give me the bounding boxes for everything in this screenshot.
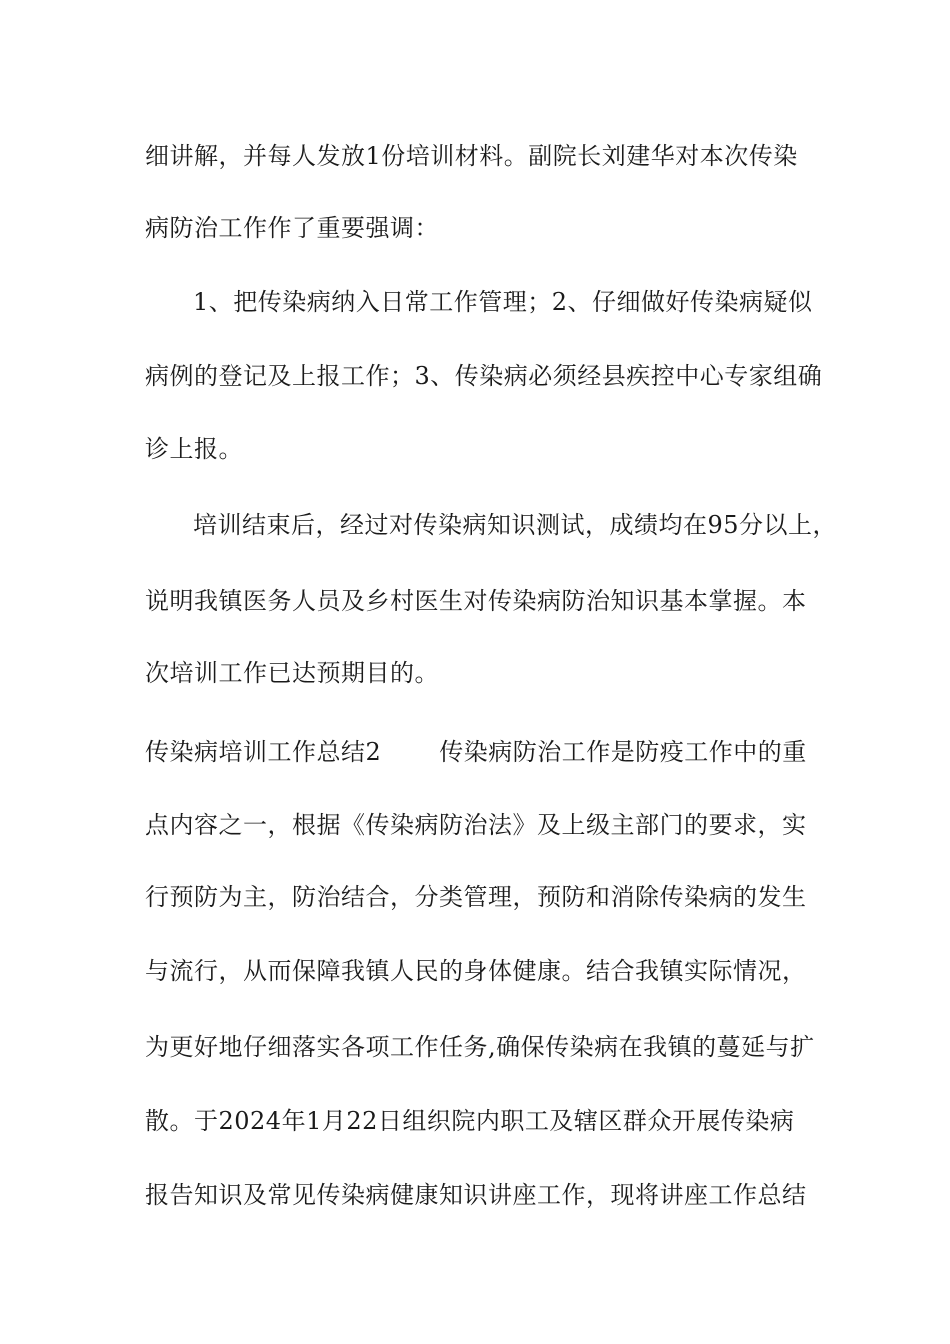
text-line: 点内容之一，根据《传染病防治法》及上级主部门的要求，实 [145,811,807,839]
text-line: 病例的登记及上报工作；3、传染病必须经县疾控中心专家组确 [145,362,823,390]
section-heading-line [145,737,807,767]
text-line: 1、把传染病纳入日常工作管理；2、仔细做好传染病疑似 [193,288,813,316]
text-line: 为更好地仔细落实各项工作任务,确保传染病在我镇的蔓延与扩 [145,1033,815,1061]
text-line: 与流行，从而保障我镇人民的身体健康。结合我镇实际情况， [145,957,807,985]
text-line: 培训结束后，经过对传染病知识测试，成绩均在95分以上， [193,511,838,539]
section-title: 传染病培训工作总结2 [145,738,382,766]
text-line: 诊上报。 [145,435,243,463]
text-line: 说明我镇医务人员及乡村医生对传染病防治知识基本掌握。本 [145,587,807,615]
text-line: 行预防为主，防治结合，分类管理，预防和消除传染病的发生 [145,883,807,911]
text-line: 细讲解，并每人发放1份培训材料。副院长刘建华对本次传染 [145,142,798,170]
text-line: 病防治工作作了重要强调： [145,214,439,242]
text-line: 次培训工作已达预期目的。 [145,659,439,687]
text-line: 散。于2024年1月22日组织院内职工及辖区群众开展传染病 [145,1107,795,1135]
text-line: 报告知识及常见传染病健康知识讲座工作，现将讲座工作总结 [145,1181,807,1209]
section-first-line: 传染病防治工作是防疫工作中的重 [439,738,807,766]
